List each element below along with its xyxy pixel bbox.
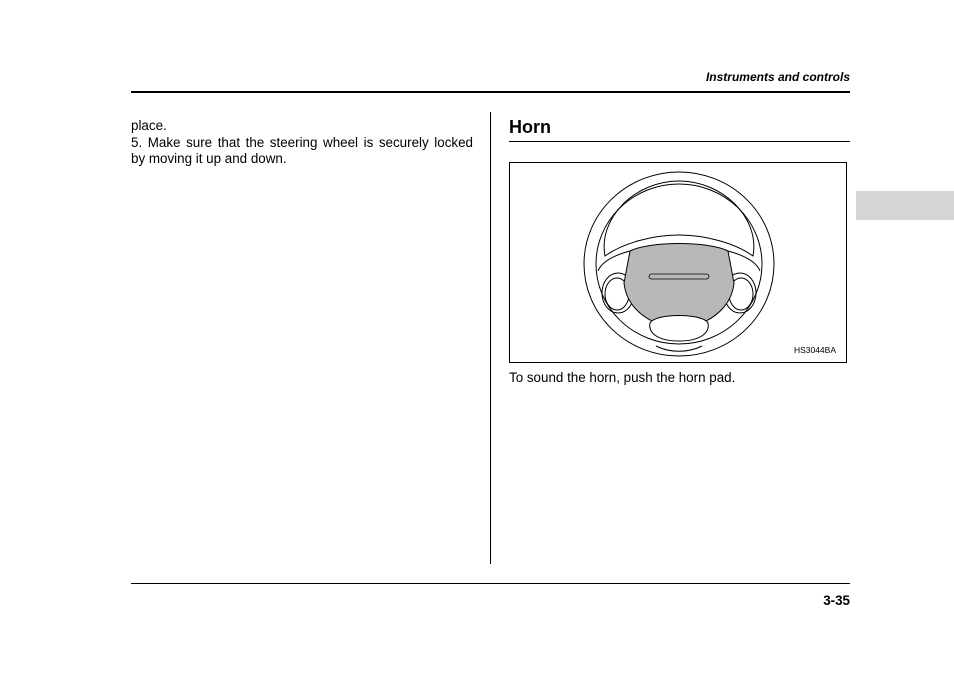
figure-id: HS3044BA	[793, 345, 836, 355]
paragraph-step-5: 5. Make sure that the steering wheel is securely locked by moving it up and down.	[131, 134, 473, 166]
header-rule	[131, 91, 850, 93]
steering-wheel-illustration	[510, 163, 846, 362]
horn-pad	[624, 244, 734, 322]
lower-rim-detail	[656, 346, 702, 351]
left-spoke-edge	[598, 251, 630, 271]
section-title-horn: Horn	[509, 117, 551, 137]
wheel-lower-opening	[650, 316, 709, 342]
running-header: Instruments and controls	[705, 70, 850, 84]
chapter-thumb-tab	[856, 191, 954, 220]
section-title-rule	[509, 141, 850, 142]
footer-rule	[131, 583, 850, 584]
steering-wheel-figure	[509, 162, 847, 363]
page-number: 3-35	[823, 593, 850, 608]
column-divider	[490, 112, 491, 564]
paragraph-continuation: place.	[131, 118, 167, 133]
horn-caption: To sound the horn, push the horn pad.	[509, 370, 736, 385]
left-column	[131, 118, 473, 168]
right-spoke-edge	[728, 251, 760, 271]
